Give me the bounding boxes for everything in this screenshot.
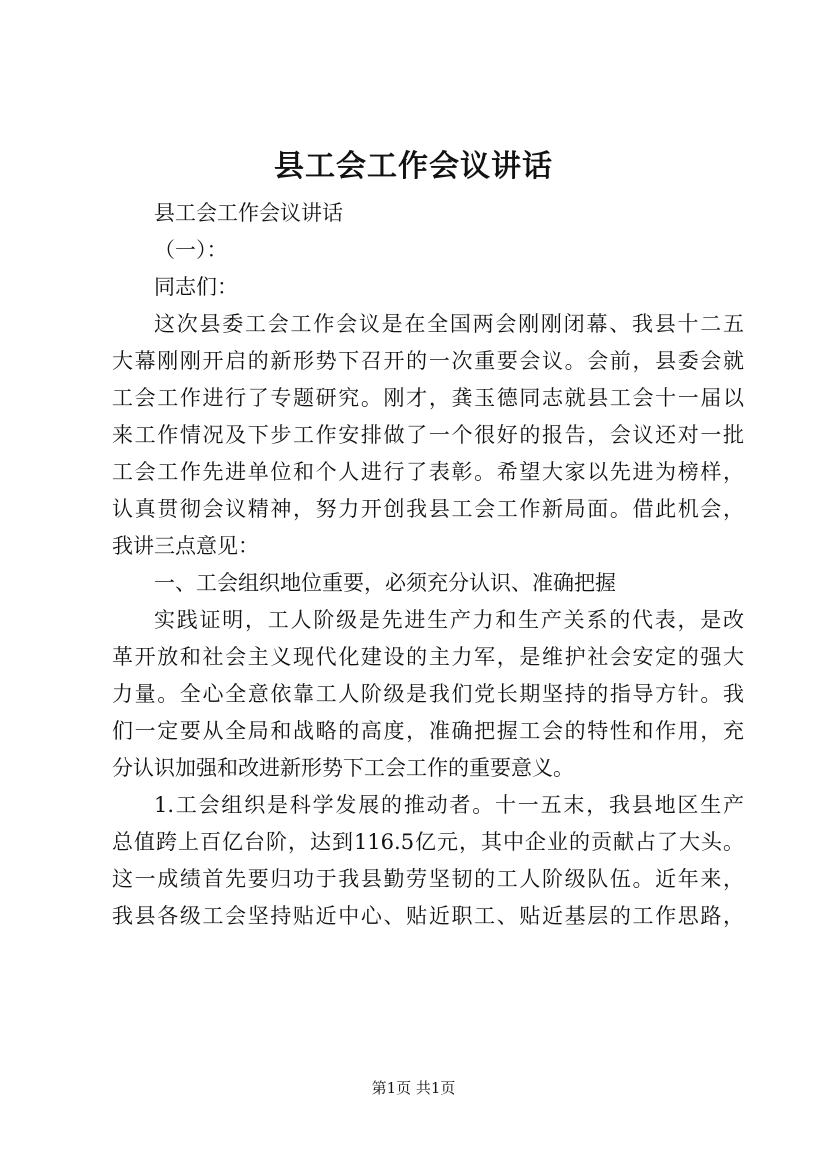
paragraph-line: 大幕刚刚开启的新形势下召开的一次重要会议。会前，县委会就 (112, 349, 744, 373)
paragraph-line: 1.工会组织是科学发展的推动者。十一五末，我县地区生产 (154, 793, 744, 817)
section-number-line: （一）： (154, 238, 228, 262)
paragraph-line: 来工作情况及下步工作安排做了一个很好的报告，会议还对一批 (112, 423, 744, 447)
salutation-line: 同志们： (154, 275, 238, 299)
paragraph-line: 工会工作先进单位和个人进行了表彰。希望大家以先进为榜样， (112, 460, 744, 484)
page-footer: 第1页 共1页 (371, 1079, 456, 1097)
paragraph-line: 总值跨上百亿台阶，达到116.5亿元，其中企业的贡献占了大头。 (112, 830, 744, 854)
paragraph-line: 们一定要从全局和战略的高度，准确把握工会的特性和作用，充 (112, 719, 744, 743)
paragraph-line: 工会工作进行了专题研究。刚才，龚玉德同志就县工会十一届以 (112, 386, 744, 410)
document-title: 县工会工作会议讲话 (274, 149, 553, 184)
paragraph-line: 革开放和社会主义现代化建设的主力军，是维护社会安定的强大 (112, 645, 744, 669)
paragraph-line: 力量。全心全意依靠工人阶级是我们党长期坚持的指导方针。我 (112, 682, 744, 706)
subtitle-line: 县工会工作会议讲话 (154, 201, 343, 225)
paragraph-line: 这一成绩首先要归功于我县勤劳坚韧的工人阶级队伍。近年来， (112, 867, 744, 891)
document-body (112, 195, 744, 935)
paragraph-line: 分认识加强和改进新形势下工会工作的重要意义。 (112, 756, 574, 780)
paragraph-line: 实践证明，工人阶级是先进生产力和生产关系的代表，是改 (154, 608, 744, 632)
paragraph-line: 我县各级工会坚持贴近中心、贴近职工、贴近基层的工作思路， (112, 904, 744, 928)
section-heading: 一、工会组织地位重要，必须充分认识、准确把握 (154, 571, 616, 595)
paragraph-line: 认真贯彻会议精神，努力开创我县工会工作新局面。借此机会， (112, 497, 744, 521)
paragraph-line: 这次县委工会工作会议是在全国两会刚刚闭幕、我县十二五 (154, 312, 744, 336)
paragraph-line: 我讲三点意见： (112, 534, 259, 558)
